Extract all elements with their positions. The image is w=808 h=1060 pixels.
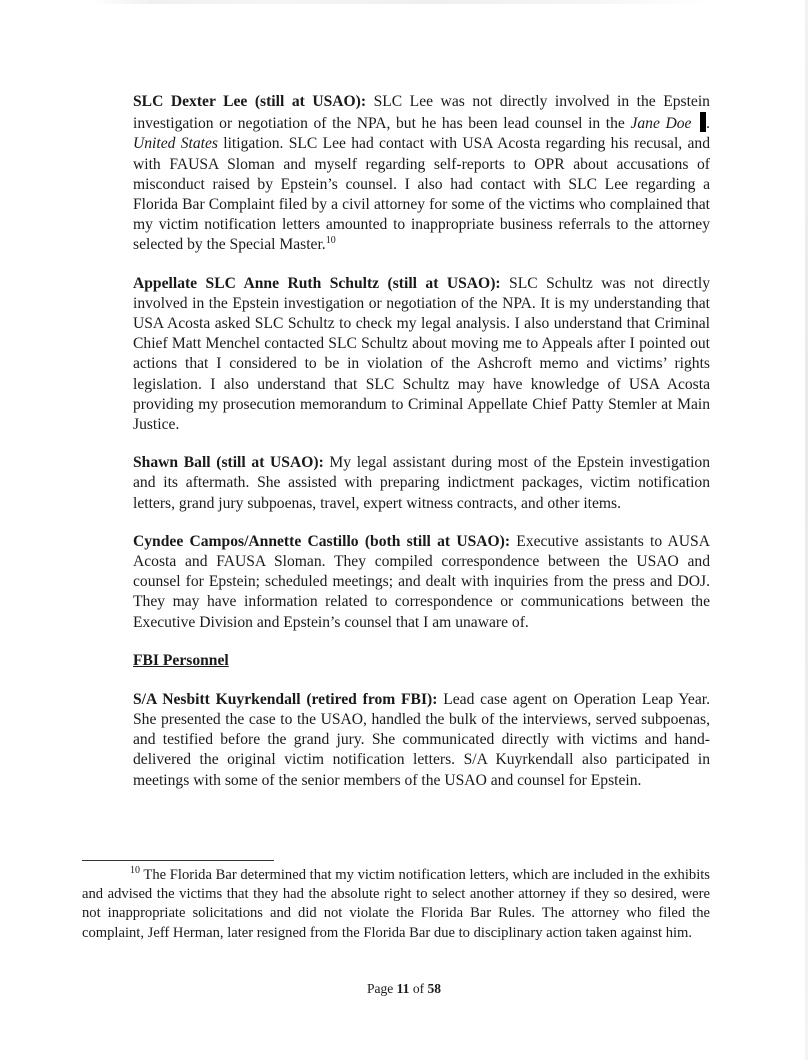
section-heading-fbi-personnel: FBI Personnel (133, 651, 229, 669)
scan-artifact-top (90, 0, 710, 4)
person-heading: SLC Dexter Lee (still at USAO): (133, 93, 367, 110)
paragraph-anne-ruth-schultz: Appellate SLC Anne Ruth Schultz (still at USAO): SLC Schultz was not directly involved in the Epstein investigation or negotiation of the NPA. It is my understanding that USA Acosta asked SLC Schultz to check my legal analysis. I also understand that Criminal Chief Matt Menchel contacted SLC Schultz about moving me to Appeals after I pointed out actions that I considered to be in violation of the Ashcroft memo and victims’ rights legislation. I also understand that SLC Schultz may have knowledge of USA Acosta providing my prosecution memorandum to Criminal Appellate Chief Patty Stemler at Main Justice. (133, 274, 710, 434)
paragraph-campos-castillo: Cyndee Campos/Annette Castillo (both still at USAO): Executive assistants to AUSA Acosta and FAUSA Sloman. They compiled correspondence between the USAO and counsel for Epstein; scheduled meetings; and dealt with inquiries from the press and DOJ. They may have information related to correspondence or communications between the Executive Division and Epstein’s counsel that I am unaware of. (133, 532, 710, 631)
redaction-bar (700, 112, 706, 132)
person-heading: Shawn Ball (still at USAO): (133, 454, 324, 472)
footnote-10: $^{10}$ The Florida Bar determined that my victim notification letters, which are included in the exhibits and advised the victims that they had the absolute right to select another attorney if they so desired, were not inappropriate solicitations and did not violate the Florida Bar Rules. The attorney who filed the complaint, Jeff Herman, later resigned from the Florida Bar due to disciplinary action taken against him. (82, 865, 710, 941)
paragraph-shawn-ball: Shawn Ball (still at USAO): My legal assistant during most of the Epstein investigation and its aftermath. She assisted with preparing indictment packages, victim notification letters, grand jury subpoenas, travel, expert witness contracts, and other items. (133, 454, 710, 512)
person-heading: Cyndee Campos/Annette Castillo (both still at USAO): (133, 532, 511, 550)
footnote-reference: 10 (325, 235, 336, 247)
page-body (133, 92, 710, 809)
footnote-separator (82, 860, 274, 861)
person-heading: Appellate SLC Anne Ruth Schultz (still at USAO): (133, 274, 501, 292)
paragraph-kuyrkendall: S/A Nesbitt Kuyrkendall (retired from FBI): Lead case agent on Operation Leap Year. She presented the case to the USAO, handled the bulk of the interviews, served subpoenas, and testified before the grand jury. She communicated directly with victims and hand-delivered the original victim notification letters. S/A Kuyrkendall also participated in meetings with some of the senior members of the USAO and counsel for Epstein. (133, 690, 710, 789)
footnote-number: 10 (130, 865, 140, 877)
paragraph-dexter-lee: SLC Dexter Lee (still at USAO): SLC Lee was not directly involved in the Epstein investigation or negotiation of the NPA, but he has been lead counsel in the Jane Doe . United States litigation. SLC Lee had contact with USA Acosta regarding his recusal, and with FAUSA Sloman and myself regarding self-reports to OPR about accusations of misconduct raised by Epstein’s counsel. I also had contact with SLC Lee regarding a Florida Bar Complaint filed by a civil attorney for some of the victims who complained that my victim notification letters amounted to inappropriate business referrals to the attorney selected by the Special Master.$^{10}$ (133, 93, 710, 254)
person-heading: S/A Nesbitt Kuyrkendall (retired from FBI): (133, 690, 438, 708)
page-number: Page 11 of 58 (367, 981, 441, 996)
